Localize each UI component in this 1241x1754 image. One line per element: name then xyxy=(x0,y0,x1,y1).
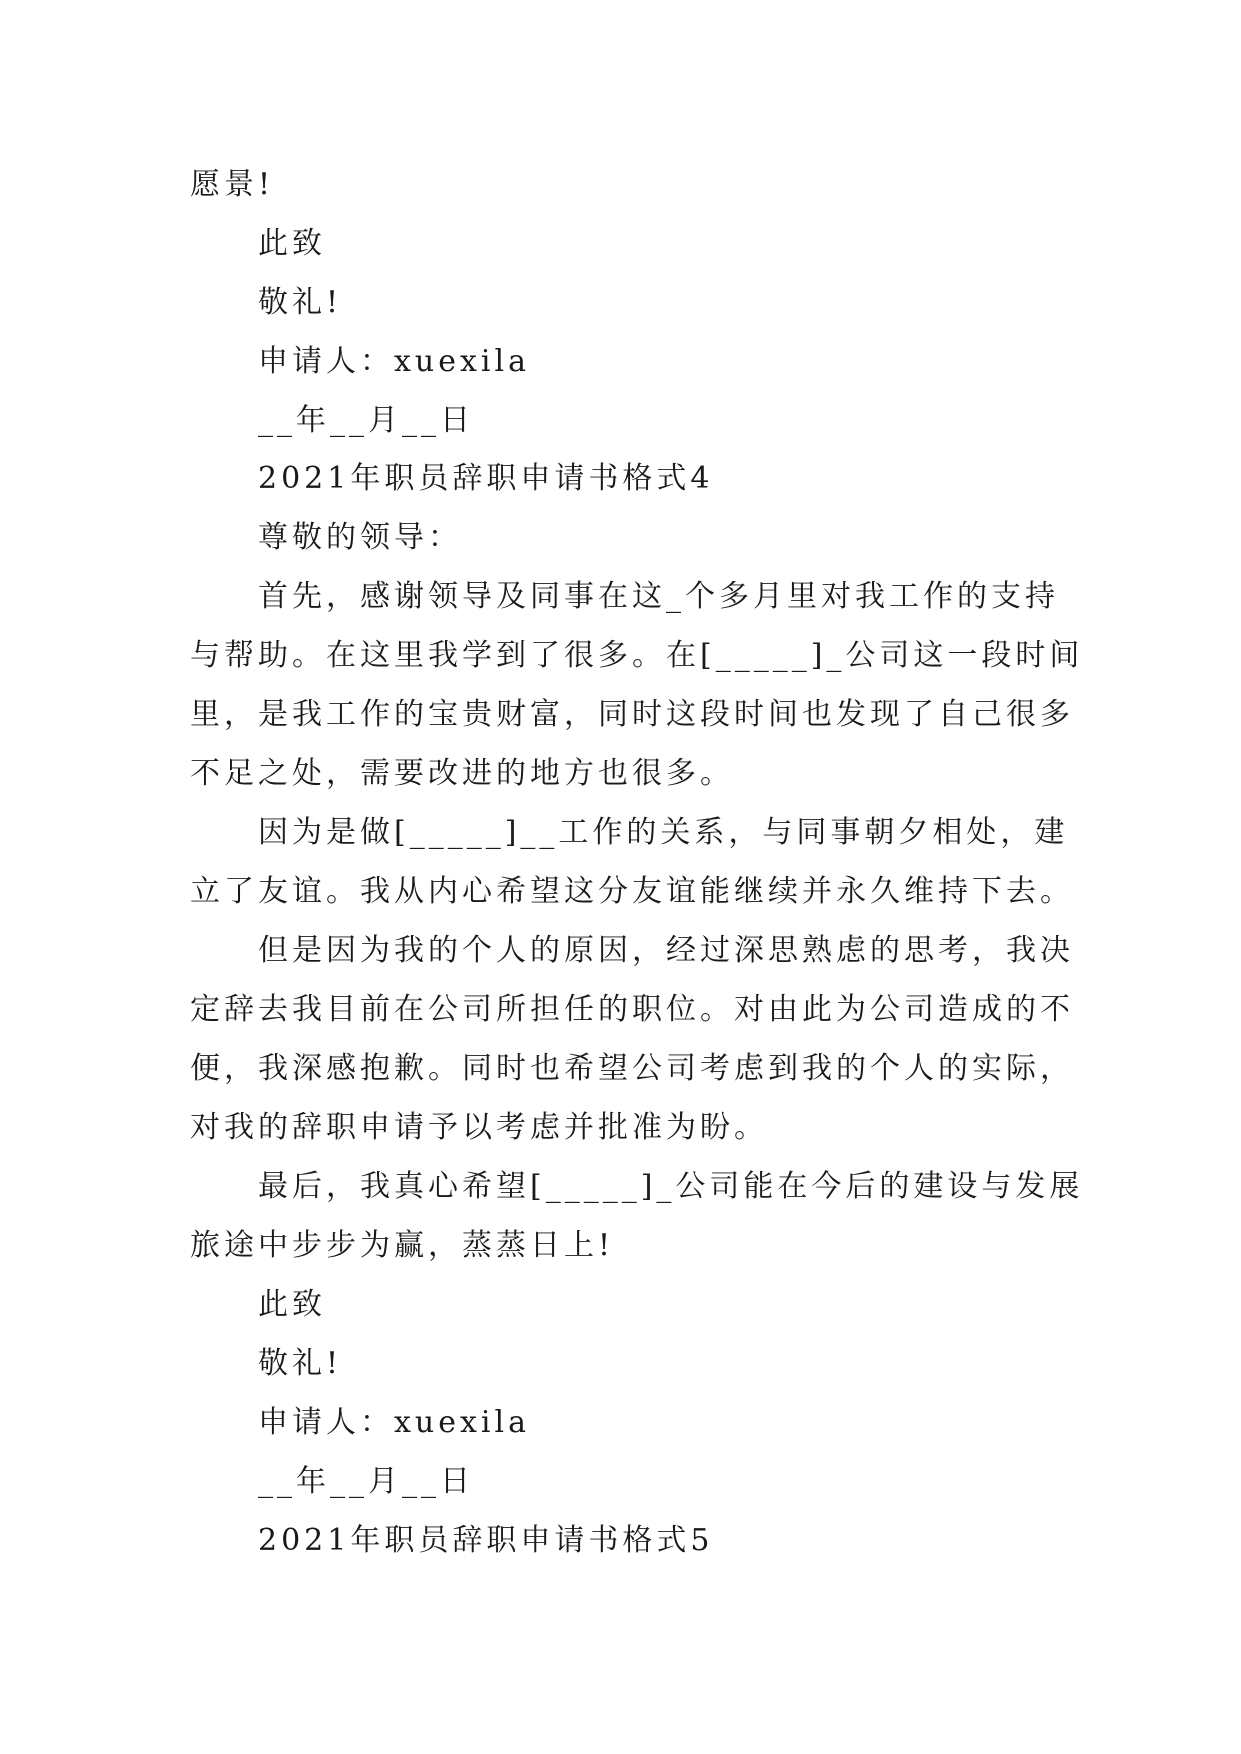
paragraph-3-line-1: 但是因为我的个人的原因，经过深思熟虑的思考，我决 xyxy=(258,933,1074,968)
paragraph-1-line-1: 首先，感谢领导及同事在这_个多月里对我工作的支持 xyxy=(258,579,1059,614)
paragraph-4-line-2: 旅途中步步为赢，蒸蒸日上! xyxy=(190,1228,615,1263)
greeting: 尊敬的领导： xyxy=(258,520,462,555)
salutation-cizhi-2: 此致 xyxy=(258,1287,326,1322)
paragraph-1-line-3: 里，是我工作的宝贵财富，同时这段时间也发现了自己很多 xyxy=(190,697,1074,732)
paragraph-1-line-2: 与帮助。在这里我学到了很多。在[_____]_公司这一段时间 xyxy=(190,638,1084,673)
paragraph-3-line-2: 定辞去我目前在公司所担任的职位。对由此为公司造成的不 xyxy=(190,992,1074,1027)
salutation-jingli-2: 敬礼! xyxy=(258,1346,343,1381)
salutation-jingli: 敬礼! xyxy=(258,285,343,320)
salutation-cizhi: 此致 xyxy=(258,226,326,261)
paragraph-2-line-2: 立了友谊。我从内心希望这分友谊能继续并永久维持下去。 xyxy=(190,874,1074,909)
closing-text: 愿景! xyxy=(190,167,275,202)
paragraph-4-line-1: 最后，我真心希望[_____]_公司能在今后的建设与发展 xyxy=(258,1169,1084,1204)
paragraph-1-line-4: 不足之处，需要改进的地方也很多。 xyxy=(190,756,734,791)
section-title-4: 2021年职员辞职申请书格式4 xyxy=(258,461,714,496)
paragraph-3-line-4: 对我的辞职申请予以考虑并批准为盼。 xyxy=(190,1110,768,1145)
date-line-2: __年__月__日 xyxy=(258,1464,474,1499)
applicant-signature-2: 申请人：xuexila xyxy=(258,1405,530,1440)
section-title-5: 2021年职员辞职申请书格式5 xyxy=(258,1523,714,1558)
date-line: __年__月__日 xyxy=(258,403,474,438)
paragraph-3-line-3: 便，我深感抱歉。同时也希望公司考虑到我的个人的实际， xyxy=(190,1051,1074,1086)
applicant-signature: 申请人：xuexila xyxy=(258,344,530,379)
paragraph-2-line-1: 因为是做[_____]__工作的关系，与同事朝夕相处，建 xyxy=(258,815,1069,850)
